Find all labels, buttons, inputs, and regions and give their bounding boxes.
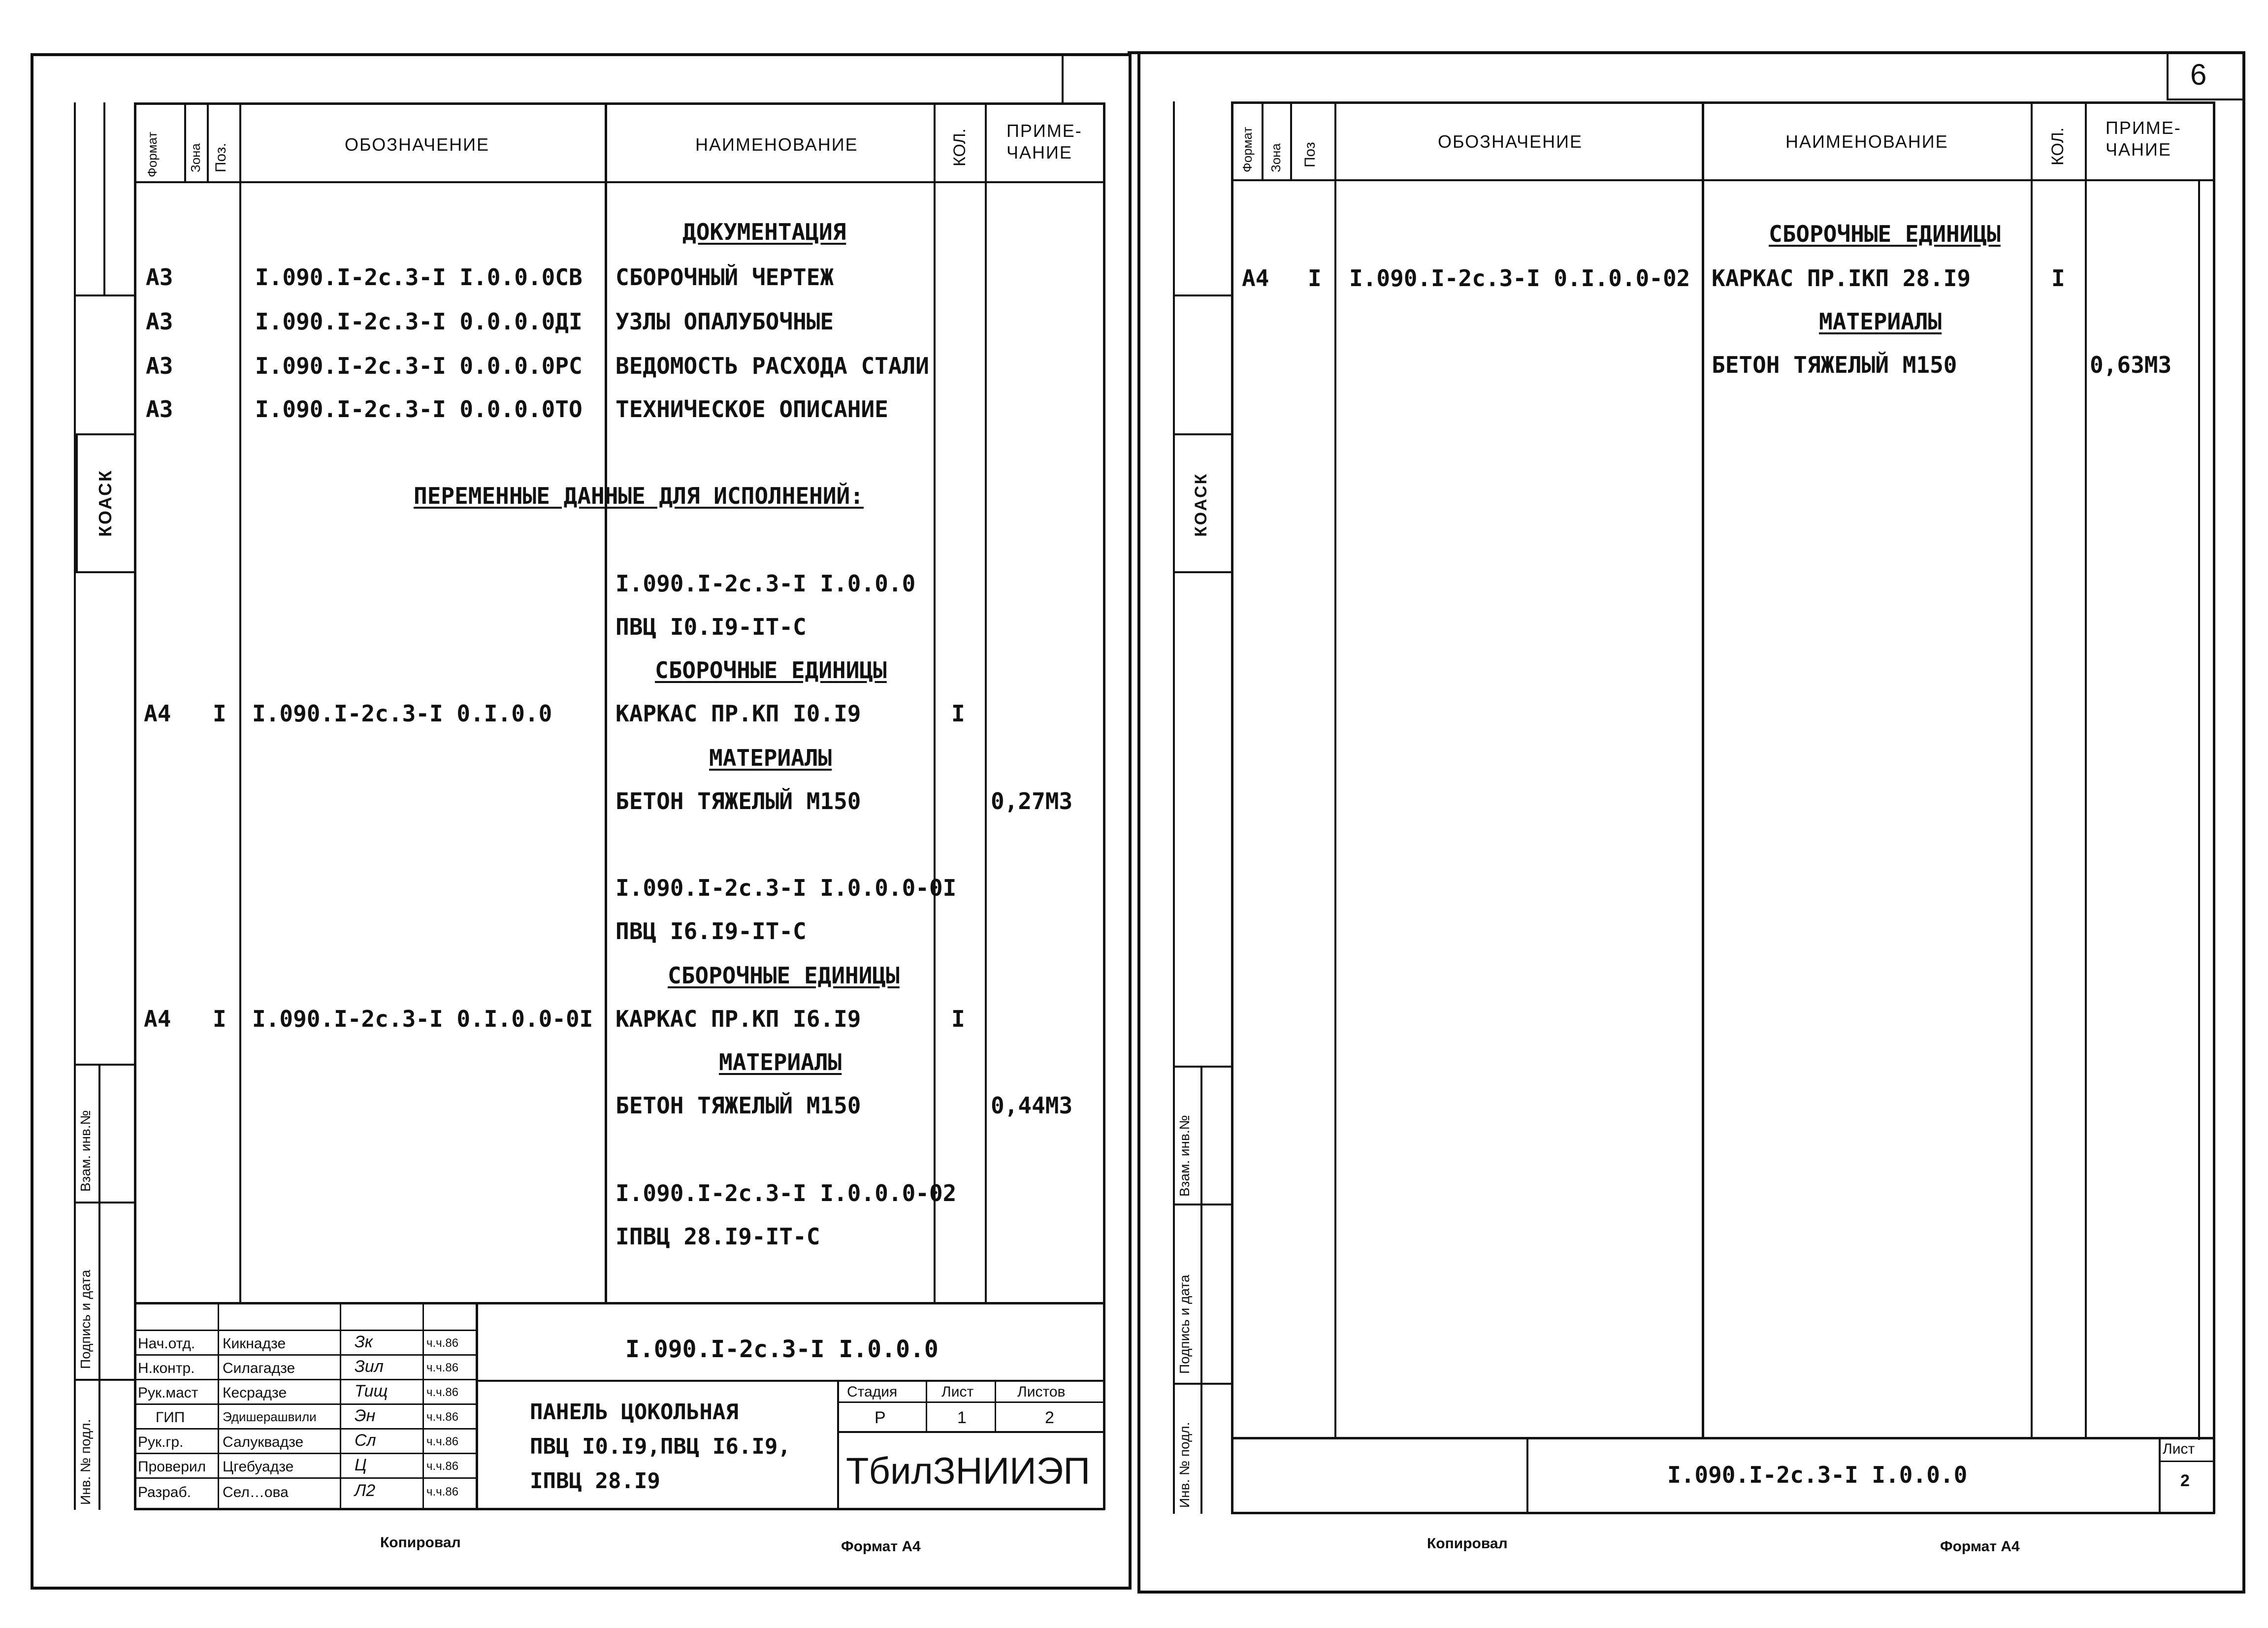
- row-zone: I: [213, 1006, 227, 1032]
- signer-role: Нач.отд.: [138, 1335, 195, 1352]
- header-format: Формат: [1240, 127, 1255, 172]
- row-name: БЕТОН ТЯЖЕЛЫЙ М150: [616, 788, 861, 814]
- row-format: А3: [146, 308, 173, 335]
- side-inv: Инв. № подл.: [1177, 1422, 1192, 1508]
- signer-role: Разраб.: [138, 1484, 192, 1500]
- row-name: ВЕДОМОСТЬ РАСХОДА СТАЛИ: [616, 353, 929, 379]
- signer-signature: Л2: [355, 1481, 376, 1500]
- title-block-designation: I.090.I-2c.3-I I.0.0.0: [625, 1335, 939, 1363]
- row-name: УЗЛЫ ОПАЛУБОЧНЫЕ: [616, 308, 834, 335]
- row-name: СБОРОЧНЫЙ ЧЕРТЕЖ: [616, 264, 834, 291]
- signer-name: Цгебуадзе: [223, 1459, 294, 1475]
- signer-name: Силагадзе: [223, 1360, 295, 1376]
- row-note: 0,44М3: [991, 1092, 1073, 1119]
- row-note: 0,27М3: [991, 788, 1073, 814]
- signer-role: ГИП: [156, 1409, 185, 1426]
- header-zone: Зона: [1268, 143, 1283, 172]
- signer-name: Эдишерашвили: [223, 1409, 317, 1424]
- signer-signature: Эн: [355, 1406, 376, 1425]
- signer-date: ч.ч.86: [426, 1460, 459, 1473]
- row-format: А4: [144, 700, 171, 727]
- header-qty: КОЛ.: [2048, 127, 2067, 165]
- signer-date: ч.ч.86: [426, 1361, 459, 1374]
- sheet-label: Лист: [941, 1384, 974, 1400]
- row-note: 0,63М3: [2090, 352, 2172, 378]
- section-materials: МАТЕРИАЛЫ: [1819, 308, 1942, 335]
- signer-signature: Сл: [355, 1431, 376, 1450]
- signer-name: Кесрадзе: [223, 1385, 287, 1401]
- row-format: А3: [146, 264, 173, 291]
- side-podpis: Подпись и дата: [78, 1270, 93, 1369]
- row-name: БЕТОН ТЯЖЕЛЫЙ М150: [616, 1092, 861, 1119]
- title-line-1: ПАНЕЛЬ ЦОКОЛЬНАЯ: [530, 1400, 739, 1425]
- row-designation: I.090.I-2c.3-I I.0.0.0СВ: [255, 264, 583, 291]
- sheets-value: 2: [1045, 1408, 1054, 1427]
- footer-copied: Копировал: [380, 1534, 461, 1551]
- signer-role: Н.контр.: [138, 1360, 195, 1376]
- signer-date: ч.ч.86: [426, 1336, 459, 1350]
- page-number: 6: [2190, 58, 2207, 91]
- header-qty: КОЛ.: [950, 128, 969, 166]
- row-designation: I.090.I-2c.3-I 0.0.0.0ДI: [255, 308, 583, 335]
- signer-role: Проверил: [138, 1459, 206, 1475]
- footer-format: Формат А4: [1940, 1538, 2020, 1555]
- title-block-designation: I.090.I-2c.3-I I.0.0.0: [1667, 1462, 1968, 1488]
- header-designation: ОБОЗНАЧЕНИЕ: [1438, 131, 1583, 152]
- footer-format: Формат А4: [841, 1538, 921, 1555]
- stage-label: Стадия: [847, 1384, 898, 1400]
- stage-value: Р: [875, 1408, 886, 1427]
- signer-name: Салуквадзе: [223, 1434, 304, 1450]
- row-designation: I.090.I-2c.3-I 0.I.0.0-0I: [252, 1006, 593, 1032]
- header-format: Формат: [145, 131, 160, 177]
- section-materials: МАТЕРИАЛЫ: [719, 1049, 842, 1075]
- title-line-2: ПВЦ I0.I9,ПВЦ I6.I9,: [530, 1434, 791, 1459]
- row-name: ТЕХНИЧЕСКОЕ ОПИСАНИЕ: [616, 396, 888, 423]
- row-zone: I: [1308, 265, 1322, 292]
- organization-logo: ТбилЗНИИЭП: [846, 1450, 1091, 1492]
- header-note-2: ЧАНИЕ: [1006, 142, 1072, 163]
- header-note-2: ЧАНИЕ: [2106, 139, 2171, 160]
- signer-signature: Ц: [355, 1456, 367, 1474]
- row-zone: I: [213, 700, 227, 727]
- footer-copied: Копировал: [1427, 1535, 1508, 1552]
- signer-date: ч.ч.86: [426, 1410, 459, 1424]
- side-podpis: Подпись и дата: [1177, 1274, 1192, 1374]
- side-vzam: Взам. инв.№: [1177, 1115, 1192, 1197]
- variant-designation: I.090.I-2c.3-I I.0.0.0: [616, 570, 916, 597]
- row-name: КАРКАС ПР.IКП 28.I9: [1712, 265, 1971, 292]
- variant-mark: ПВЦ I6.I9-IТ-С: [616, 918, 807, 944]
- signer-name: Сел…ова: [223, 1484, 289, 1500]
- signer-role: Рук.маст: [138, 1385, 198, 1401]
- row-designation: I.090.I-2c.3-I 0.0.0.0ТО: [255, 396, 583, 423]
- sheet-value: 1: [957, 1408, 967, 1427]
- section-assembly-units: СБОРОЧНЫЕ ЕДИНИЦЫ: [655, 657, 887, 684]
- section-materials: МАТЕРИАЛЫ: [709, 745, 832, 771]
- side-koask: КОАСК: [1192, 472, 1210, 537]
- row-name: КАРКАС ПР.КП I6.I9: [616, 1006, 861, 1032]
- signer-date: ч.ч.86: [426, 1485, 459, 1498]
- row-format: А4: [1242, 265, 1269, 292]
- signer-signature: Тищ: [355, 1382, 388, 1400]
- row-name: КАРКАС ПР.КП I0.I9: [616, 700, 861, 727]
- side-inv: Инв. № подл.: [78, 1419, 93, 1505]
- sheet-value: 2: [2180, 1471, 2190, 1490]
- signer-role: Рук.гр.: [138, 1434, 184, 1450]
- sheets-label: Листов: [1017, 1384, 1066, 1400]
- section-variable-data: ПЕРЕМЕННЫЕ ДАННЫЕ ДЛЯ ИСПОЛНЕНИЙ:: [414, 483, 864, 509]
- header-name: НАИМЕНОВАНИЕ: [695, 134, 858, 155]
- row-qty: I: [951, 700, 965, 727]
- side-koask: КОАСК: [95, 469, 115, 537]
- title-line-3: IПВЦ 28.I9: [530, 1468, 660, 1494]
- section-documentation: ДОКУМЕНТАЦИЯ: [682, 219, 846, 245]
- row-qty: I: [951, 1006, 965, 1032]
- sheet-label: Лист: [2163, 1441, 2195, 1457]
- signer-signature: Зил: [355, 1357, 384, 1376]
- section-assembly-units: СБОРОЧНЫЕ ЕДИНИЦЫ: [668, 962, 900, 989]
- signer-date: ч.ч.86: [426, 1435, 459, 1448]
- variant-designation: I.090.I-2c.3-I I.0.0.0-0I: [616, 875, 957, 901]
- signer-signature: Зк: [355, 1333, 373, 1351]
- signer-date: ч.ч.86: [426, 1386, 459, 1399]
- variant-mark: IПВЦ 28.I9-IТ-С: [616, 1223, 820, 1250]
- variant-mark: ПВЦ I0.I9-IТ-С: [616, 614, 807, 640]
- side-vzam: Взам. инв.№: [78, 1110, 93, 1192]
- row-designation: I.090.I-2c.3-I 0.0.0.0РС: [255, 353, 583, 379]
- header-pos: Поз.: [213, 143, 229, 172]
- row-qty: I: [2051, 265, 2065, 292]
- header-note-1: ПРИМЕ-: [2106, 118, 2181, 138]
- row-format: А3: [146, 353, 173, 379]
- row-designation: I.090.I-2c.3-I 0.I.0.0-02: [1349, 265, 1690, 292]
- header-note-1: ПРИМЕ-: [1006, 121, 1082, 141]
- row-designation: I.090.I-2c.3-I 0.I.0.0: [252, 700, 552, 727]
- section-assembly-units: СБОРОЧНЫЕ ЕДИНИЦЫ: [1769, 221, 2001, 247]
- row-format: А3: [146, 396, 173, 423]
- variant-designation: I.090.I-2c.3-I I.0.0.0-02: [616, 1180, 957, 1206]
- signer-name: Кикнадзе: [223, 1335, 286, 1352]
- header-zone: Зона: [188, 143, 203, 172]
- header-designation: ОБОЗНАЧЕНИЕ: [345, 134, 490, 155]
- row-name: БЕТОН ТЯЖЕЛЫЙ М150: [1712, 352, 1957, 378]
- header-pos: Поз: [1302, 142, 1318, 167]
- header-name: НАИМЕНОВАНИЕ: [1785, 131, 1948, 152]
- row-format: А4: [144, 1006, 171, 1032]
